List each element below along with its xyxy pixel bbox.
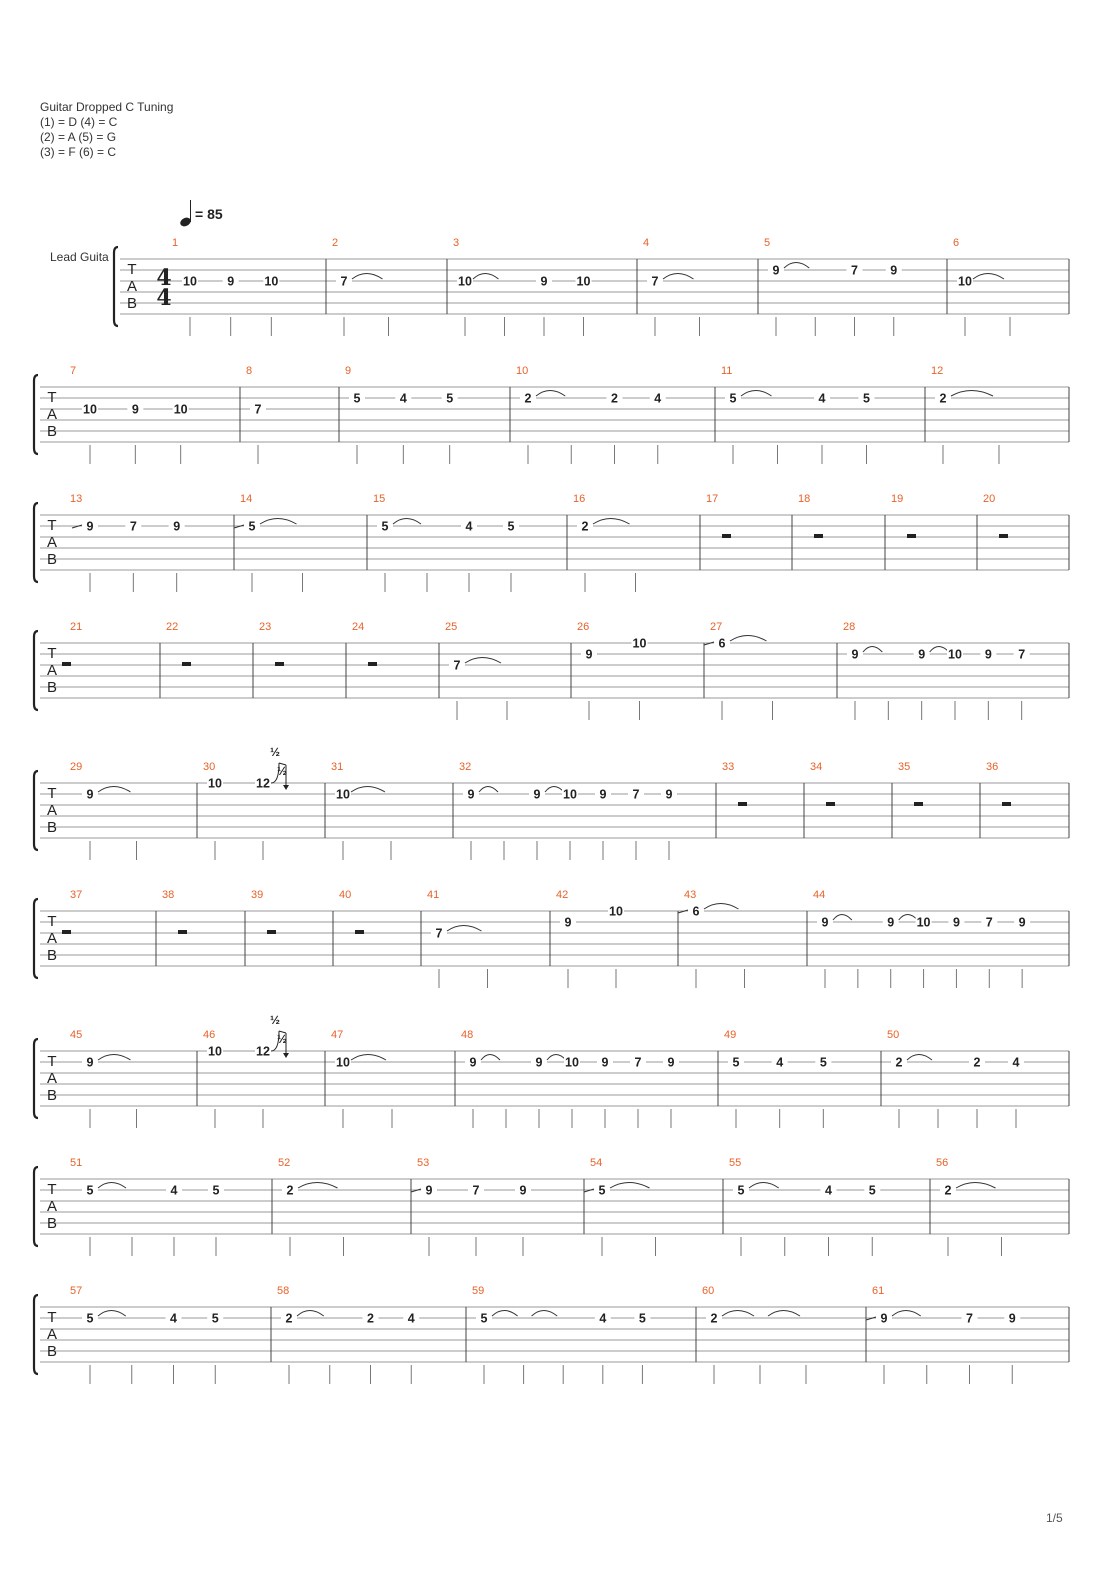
half-rest-icon (182, 662, 191, 666)
half-rest-icon (267, 930, 276, 934)
tab-clef-letter: B (46, 947, 58, 964)
fret-number: 9 (585, 647, 593, 662)
half-rest-icon (999, 534, 1008, 538)
half-rest-icon (368, 662, 377, 666)
fret-number: 9 (1008, 1311, 1016, 1326)
half-rest-icon (826, 802, 835, 806)
tie-arc (704, 904, 739, 910)
fret-number: 9 (86, 1055, 94, 1070)
tie-arc (749, 1183, 779, 1189)
measure-number: 1 (172, 237, 179, 249)
measure-number: 23 (259, 621, 272, 633)
fret-number: 12 (256, 1044, 270, 1059)
fret-number: 4 (654, 391, 662, 406)
half-rest-icon (914, 802, 923, 806)
measure-number: 56 (936, 1157, 949, 1169)
fret-number: 9 (86, 787, 94, 802)
fret-number: 10 (208, 776, 222, 791)
half-rest-icon (907, 534, 916, 538)
half-rest-icon (1002, 802, 1011, 806)
measure-number: 14 (240, 493, 253, 505)
fret-number: 4 (776, 1055, 784, 1070)
fret-number: 5 (86, 1183, 94, 1198)
bend-arrow-icon (283, 1053, 289, 1058)
page-number: 1/5 (1046, 1511, 1063, 1525)
fret-number: 2 (367, 1311, 374, 1326)
tab-clef-letter: A (46, 930, 58, 947)
fret-number: 10 (264, 274, 279, 289)
tie-arc (98, 787, 131, 793)
tab-clef-letter: A (46, 662, 58, 679)
fret-number: 6 (692, 904, 700, 919)
measure-number: 19 (891, 493, 904, 505)
fret-number: 5 (863, 391, 870, 406)
fret-number: 5 (248, 519, 256, 534)
measure-number: 35 (898, 761, 911, 773)
measure-number: 9 (345, 365, 352, 377)
measure-number: 3 (453, 237, 460, 249)
fret-number: 7 (254, 402, 262, 417)
measure-number: 51 (70, 1157, 83, 1169)
fret-number: 9 (599, 787, 607, 802)
fret-number: 4 (599, 1311, 607, 1326)
measure-number: 13 (70, 493, 83, 505)
fret-number: 9 (880, 1311, 888, 1326)
fret-number: 4 (399, 391, 407, 406)
fret-number: 9 (86, 519, 94, 534)
tab-clef-letter: T (47, 645, 57, 662)
measure-number: 18 (798, 493, 811, 505)
measure-number: 26 (577, 621, 590, 633)
tie-arc (351, 1055, 386, 1061)
tie-arc (833, 915, 852, 921)
measure-number: 36 (986, 761, 999, 773)
measure-number: 44 (813, 889, 826, 901)
half-rest-icon (355, 930, 364, 934)
tab-clef-letter: B (46, 1215, 58, 1232)
fret-number: 9 (887, 915, 895, 930)
tab-clef-letter: A (46, 802, 58, 819)
fret-number: 5 (507, 519, 515, 534)
tuning-line-1: (1) = D (4) = C (40, 115, 118, 129)
fret-number: 5 (819, 1055, 827, 1070)
measure-number: 5 (764, 237, 771, 249)
fret-number: 9 (467, 787, 475, 802)
measure-number: 17 (706, 493, 719, 505)
fret-number: 5 (732, 1055, 740, 1070)
fret-number: 7 (985, 915, 993, 930)
fret-number: 10 (458, 274, 472, 289)
fret-number: 9 (601, 1055, 609, 1070)
measure-number: 53 (417, 1157, 430, 1169)
measure-number: 55 (729, 1157, 742, 1169)
fret-number: 10 (563, 787, 577, 802)
tie-arc (98, 1183, 126, 1189)
fret-number: 9 (984, 647, 992, 662)
fret-number: 10 (336, 787, 350, 802)
tie-arc (547, 1055, 566, 1061)
system-bracket (114, 247, 118, 326)
fret-number: 5 (480, 1311, 488, 1326)
fret-number: 4 (170, 1311, 177, 1326)
fret-number: 9 (173, 519, 181, 534)
system-bracket (34, 771, 38, 850)
tab-clef-letter: T (47, 389, 57, 406)
tie-arc (298, 1183, 338, 1189)
measure-number: 61 (872, 1285, 885, 1297)
measure-number: 58 (277, 1285, 290, 1297)
tie-arc (545, 787, 564, 793)
tab-clef-letter: T (47, 1181, 57, 1198)
measure-number: 59 (472, 1285, 485, 1297)
tab-clef-letter: B (126, 295, 138, 312)
fret-number: 5 (381, 519, 389, 534)
tie-arc (663, 274, 694, 280)
tab-clef-letter: B (46, 1343, 58, 1360)
tie-arc (907, 1055, 932, 1061)
fret-number: 2 (524, 391, 532, 406)
measure-number: 21 (70, 621, 83, 633)
fret-number: 7 (966, 1311, 973, 1326)
fret-number: 2 (973, 1055, 981, 1070)
tie-arc (536, 391, 565, 397)
measure-number: 27 (710, 621, 723, 633)
tie-arc (473, 274, 499, 280)
measure-number: 28 (843, 621, 856, 633)
half-rest-icon (62, 930, 71, 934)
measure-number: 7 (70, 365, 77, 377)
fret-number: 5 (598, 1183, 606, 1198)
measure-number: 38 (162, 889, 175, 901)
time-signature-bottom: 4 (156, 285, 172, 311)
tie-arc (930, 647, 949, 653)
tuning-title: Guitar Dropped C Tuning (40, 100, 174, 114)
measure-number: 29 (70, 761, 83, 773)
fret-number: 9 (425, 1183, 433, 1198)
fret-number: 9 (564, 915, 572, 930)
fret-number: 2 (611, 391, 618, 406)
tempo-value: = 85 (195, 206, 223, 222)
system-bracket (34, 503, 38, 582)
system-bracket (34, 1167, 38, 1246)
measure-number: 57 (70, 1285, 83, 1297)
tie-arc (951, 391, 993, 397)
tuning-line-3: (3) = F (6) = C (40, 145, 117, 159)
fret-number: 7 (453, 658, 461, 673)
measure-number: 39 (251, 889, 264, 901)
fret-number: 7 (634, 1055, 642, 1070)
fret-number: 5 (737, 1183, 745, 1198)
tie-arc (892, 1311, 921, 1317)
measure-number: 6 (953, 237, 960, 249)
measure-number: 34 (810, 761, 823, 773)
fret-number: 2 (285, 1311, 293, 1326)
tie-arc (784, 263, 809, 269)
tie-arc (863, 647, 882, 653)
fret-number: 9 (665, 787, 673, 802)
fret-number: 10 (336, 1055, 350, 1070)
fret-number: 4 (407, 1311, 415, 1326)
half-rest-icon (178, 930, 187, 934)
half-rest-icon (738, 802, 747, 806)
measure-number: 2 (332, 237, 339, 249)
tie-arc (593, 519, 630, 525)
fret-number: 10 (916, 915, 931, 930)
tab-clef-letter: B (46, 1087, 58, 1104)
measure-number: 37 (70, 889, 83, 901)
fret-number: 10 (83, 402, 97, 417)
measure-number: 12 (931, 365, 944, 377)
fret-number: 9 (890, 263, 898, 278)
tie-arc (351, 787, 385, 793)
fret-number: 9 (851, 647, 859, 662)
fret-number: 10 (565, 1055, 579, 1070)
tie-arc (98, 1055, 131, 1061)
tab-clef-letter: B (46, 679, 58, 696)
half-rest-icon (62, 662, 71, 666)
tie-arc (730, 636, 767, 642)
fret-number: 9 (1018, 915, 1026, 930)
tie-arc (899, 915, 918, 921)
measure-number: 46 (203, 1029, 216, 1041)
bend-release-amount: ½ (276, 764, 288, 778)
tie-arc (479, 787, 498, 793)
fret-number: 9 (772, 263, 780, 278)
measure-number: 31 (331, 761, 344, 773)
instrument-name: Lead Guita (50, 250, 109, 264)
fret-number: 2 (286, 1183, 294, 1198)
fret-number: 9 (821, 915, 829, 930)
tie-arc (260, 519, 297, 525)
tab-clef-letter: T (47, 517, 57, 534)
tie-arc (610, 1183, 650, 1189)
fret-number: 7 (851, 263, 858, 278)
fret-number: 7 (1018, 647, 1026, 662)
time-signature-top: 4 (156, 265, 172, 291)
tab-clef-letter: T (47, 913, 57, 930)
fret-number: 5 (353, 391, 361, 406)
measure-number: 54 (590, 1157, 603, 1169)
measure-number: 50 (887, 1029, 900, 1041)
fret-number: 9 (918, 647, 926, 662)
fret-number: 7 (129, 519, 137, 534)
fret-number: 10 (609, 904, 623, 919)
measure-number: 16 (573, 493, 586, 505)
tie-arc (492, 1311, 518, 1317)
measure-number: 43 (684, 889, 697, 901)
tab-clef-letter: T (47, 785, 57, 802)
fret-number: 10 (958, 274, 972, 289)
tab-clef-letter: T (47, 1309, 57, 1326)
fret-number: 9 (519, 1183, 527, 1198)
fret-number: 7 (435, 926, 443, 941)
system-bracket (34, 1295, 38, 1374)
bend-arrow-icon (283, 785, 289, 790)
fret-number: 9 (469, 1055, 477, 1070)
tab-clef-letter: T (47, 1053, 57, 1070)
bend-amount: ½ (269, 745, 281, 759)
fret-number: 4 (1012, 1055, 1020, 1070)
fret-number: 7 (632, 787, 640, 802)
fret-number: 2 (895, 1055, 903, 1070)
tab-clef-letter: A (46, 534, 58, 551)
measure-number: 24 (352, 621, 365, 633)
fret-number: 9 (535, 1055, 543, 1070)
fret-number: 10 (208, 1044, 222, 1059)
measure-number: 47 (331, 1029, 344, 1041)
tie-arc (481, 1055, 500, 1061)
fret-number: 10 (183, 274, 197, 289)
tie-arc (532, 1311, 558, 1317)
fret-number: 7 (472, 1183, 480, 1198)
fret-number: 4 (170, 1183, 178, 1198)
measure-number: 52 (278, 1157, 291, 1169)
measure-number: 10 (516, 365, 529, 377)
tie-arc (447, 926, 482, 932)
measure-number: 48 (461, 1029, 474, 1041)
fret-number: 10 (948, 647, 962, 662)
tab-clef-letter: A (46, 406, 58, 423)
tie-arc (741, 391, 772, 397)
measure-number: 15 (373, 493, 386, 505)
fret-number: 2 (944, 1183, 952, 1198)
tie-arc (297, 1311, 324, 1317)
tab-clef-letter: B (46, 819, 58, 836)
fret-number: 10 (632, 636, 647, 651)
fret-number: 9 (131, 402, 139, 417)
bend-amount: ½ (269, 1013, 281, 1027)
measure-number: 8 (246, 365, 253, 377)
fret-number: 10 (173, 402, 188, 417)
fret-number: 2 (939, 391, 947, 406)
measure-number: 45 (70, 1029, 83, 1041)
fret-number: 7 (651, 274, 659, 289)
tie-arc (465, 658, 501, 664)
measure-number: 60 (702, 1285, 715, 1297)
tab-clef-letter: B (46, 551, 58, 568)
tie-arc (768, 1311, 800, 1317)
system-bracket (34, 631, 38, 710)
measure-number: 42 (556, 889, 569, 901)
measure-number: 32 (459, 761, 472, 773)
half-rest-icon (275, 662, 284, 666)
fret-number: 9 (540, 274, 548, 289)
fret-number: 4 (825, 1183, 832, 1198)
measure-number: 30 (203, 761, 216, 773)
tie-arc (352, 274, 383, 280)
system-bracket (34, 899, 38, 978)
fret-number: 5 (212, 1183, 220, 1198)
measure-number: 49 (724, 1029, 737, 1041)
tab-clef-letter: T (127, 261, 137, 278)
measure-number: 20 (983, 493, 996, 505)
measure-number: 4 (643, 237, 650, 249)
measure-number: 25 (445, 621, 458, 633)
tuning-line-2: (2) = A (5) = G (40, 130, 117, 144)
system-bracket (34, 375, 38, 454)
fret-number: 10 (576, 274, 591, 289)
tie-arc (973, 274, 1004, 280)
bend-release-amount: ½ (276, 1032, 288, 1046)
fret-number: 4 (818, 391, 826, 406)
half-rest-icon (722, 534, 731, 538)
tie-arc (956, 1183, 996, 1189)
measure-number: 40 (339, 889, 352, 901)
measure-number: 41 (427, 889, 440, 901)
fret-number: 5 (638, 1311, 646, 1326)
tab-clef-letter: A (126, 278, 138, 295)
fret-number: 9 (533, 787, 541, 802)
fret-number: 12 (256, 776, 270, 791)
tie-arc (722, 1311, 754, 1317)
fret-number: 6 (718, 636, 726, 651)
fret-number: 5 (211, 1311, 219, 1326)
fret-number: 2 (710, 1311, 718, 1326)
fret-number: 5 (868, 1183, 876, 1198)
fret-number: 9 (667, 1055, 675, 1070)
measure-number: 22 (166, 621, 179, 633)
system-bracket (34, 1039, 38, 1118)
fret-number: 9 (952, 915, 960, 930)
tab-clef-letter: A (46, 1070, 58, 1087)
fret-number: 5 (729, 391, 737, 406)
tab-clef-letter: A (46, 1326, 58, 1343)
half-rest-icon (814, 534, 823, 538)
fret-number: 5 (446, 391, 454, 406)
tab-clef-letter: B (46, 423, 58, 440)
fret-number: 5 (86, 1311, 94, 1326)
measure-number: 11 (721, 365, 733, 377)
tie-arc (98, 1311, 126, 1317)
fret-number: 9 (227, 274, 235, 289)
fret-number: 2 (581, 519, 589, 534)
tie-arc (393, 519, 421, 525)
measure-number: 33 (722, 761, 735, 773)
fret-number: 4 (465, 519, 473, 534)
tab-clef-letter: A (46, 1198, 58, 1215)
fret-number: 7 (340, 274, 348, 289)
